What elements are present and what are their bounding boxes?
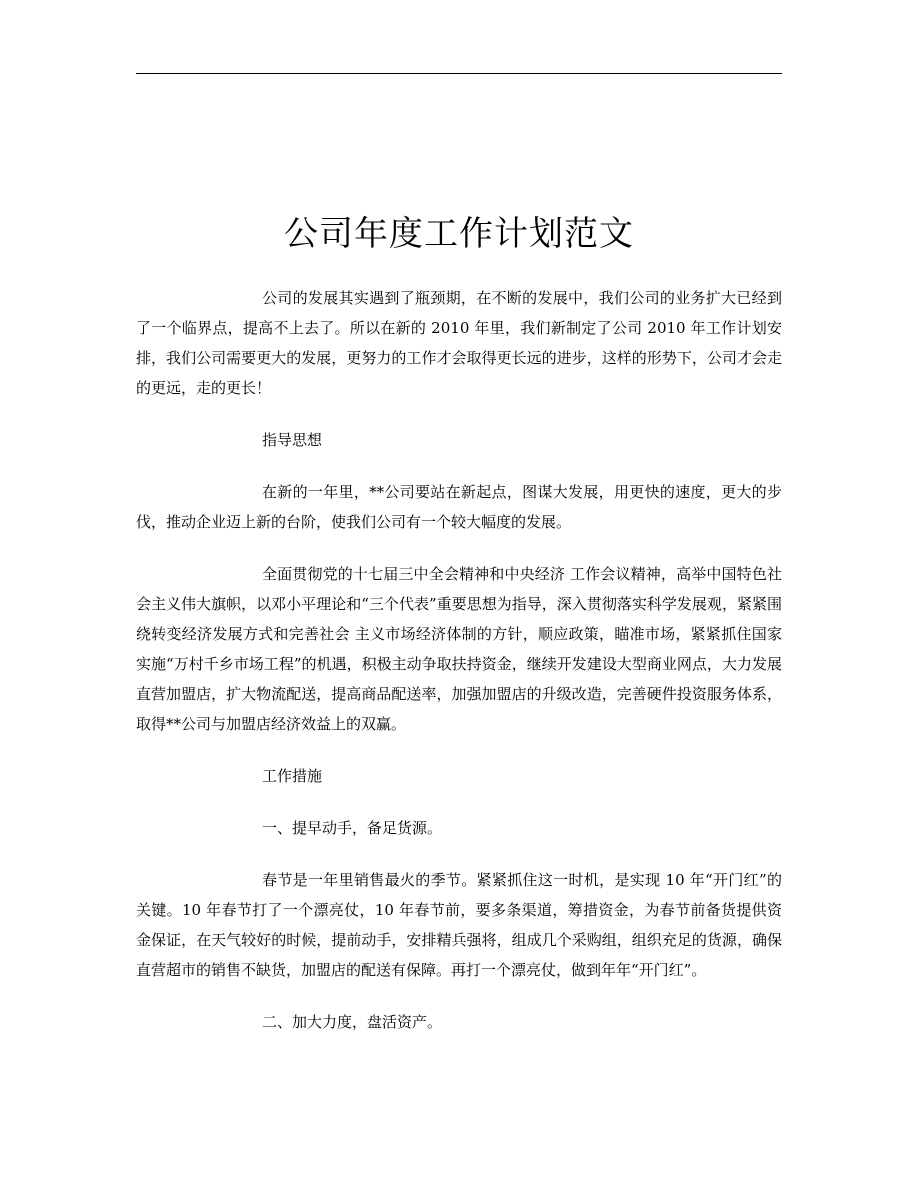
section-heading-guiding-ideology: 指导思想: [262, 431, 323, 449]
guiding-paragraph-2: 全面贯彻党的十七届三中全会精神和中央经济 工作会议精神，高举中国特色社会主义伟大旗帜，以邓小平理论和“三个代表”重要思想为指导，深入贯彻落实科学发展观，紧紧围绕转变经济发展方式和完善社会 主义市场经济体制的方针，顺应政策，瞄准市场，紧紧抓住国家实施“万村千乡市场工程”的机遇，积极主动争取扶持资金，继续开发建设大型商业网点，大力发展 直营加盟店，扩大物流配送，提高商品配送率，加强加盟店的升级改造，完善硬件投资服务体系，取得**公司与加盟店经济效益上的双赢。: [136, 565, 782, 733]
subheading-measure-1: 一、提早动手，备足货源。: [262, 819, 443, 837]
subheading-measure-2: 二、加大力度，盘活资产。: [262, 1013, 443, 1031]
guiding-paragraph-1: 在新的一年里，**公司要站在新起点，图谋大发展，用更快的速度，更大的步伐，推动企业迈上新的台阶，使我们公司有一个较大幅度的发展。: [136, 483, 782, 531]
intro-paragraph: 公司的发展其实遇到了瓶颈期，在不断的发展中，我们公司的业务扩大已经到了一个临界点，提高不上去了。所以在新的 2010 年里，我们新制定了公司 2010 年工作计划安排，我们公司需要更大的发展，更努力的工作才会取得更长远的进步，这样的形势下，公司才会走的更远，走的更长！: [136, 289, 782, 397]
section-heading-work-measures: 工作措施: [262, 767, 323, 785]
document-body: [136, 283, 782, 1037]
document-title: 公司年度工作计划范文: [284, 214, 634, 254]
measure-1-paragraph: 春节是一年里销售最火的季节。紧紧抓住这一时机，是实现 10 年“开门红”的关键。10 年春节打了一个漂亮仗，10 年春节前，要多条渠道，筹措资金，为春节前备货提供资金保证，在天气较好的时候，提前动手，安排精兵强将，组成几个采购组，组织充足的货源，确保直营超市的销售不缺货，加盟店的配送有保障。再打一个漂亮仗，做到年年“开门红”。: [136, 871, 782, 979]
header-rule: [136, 73, 782, 74]
